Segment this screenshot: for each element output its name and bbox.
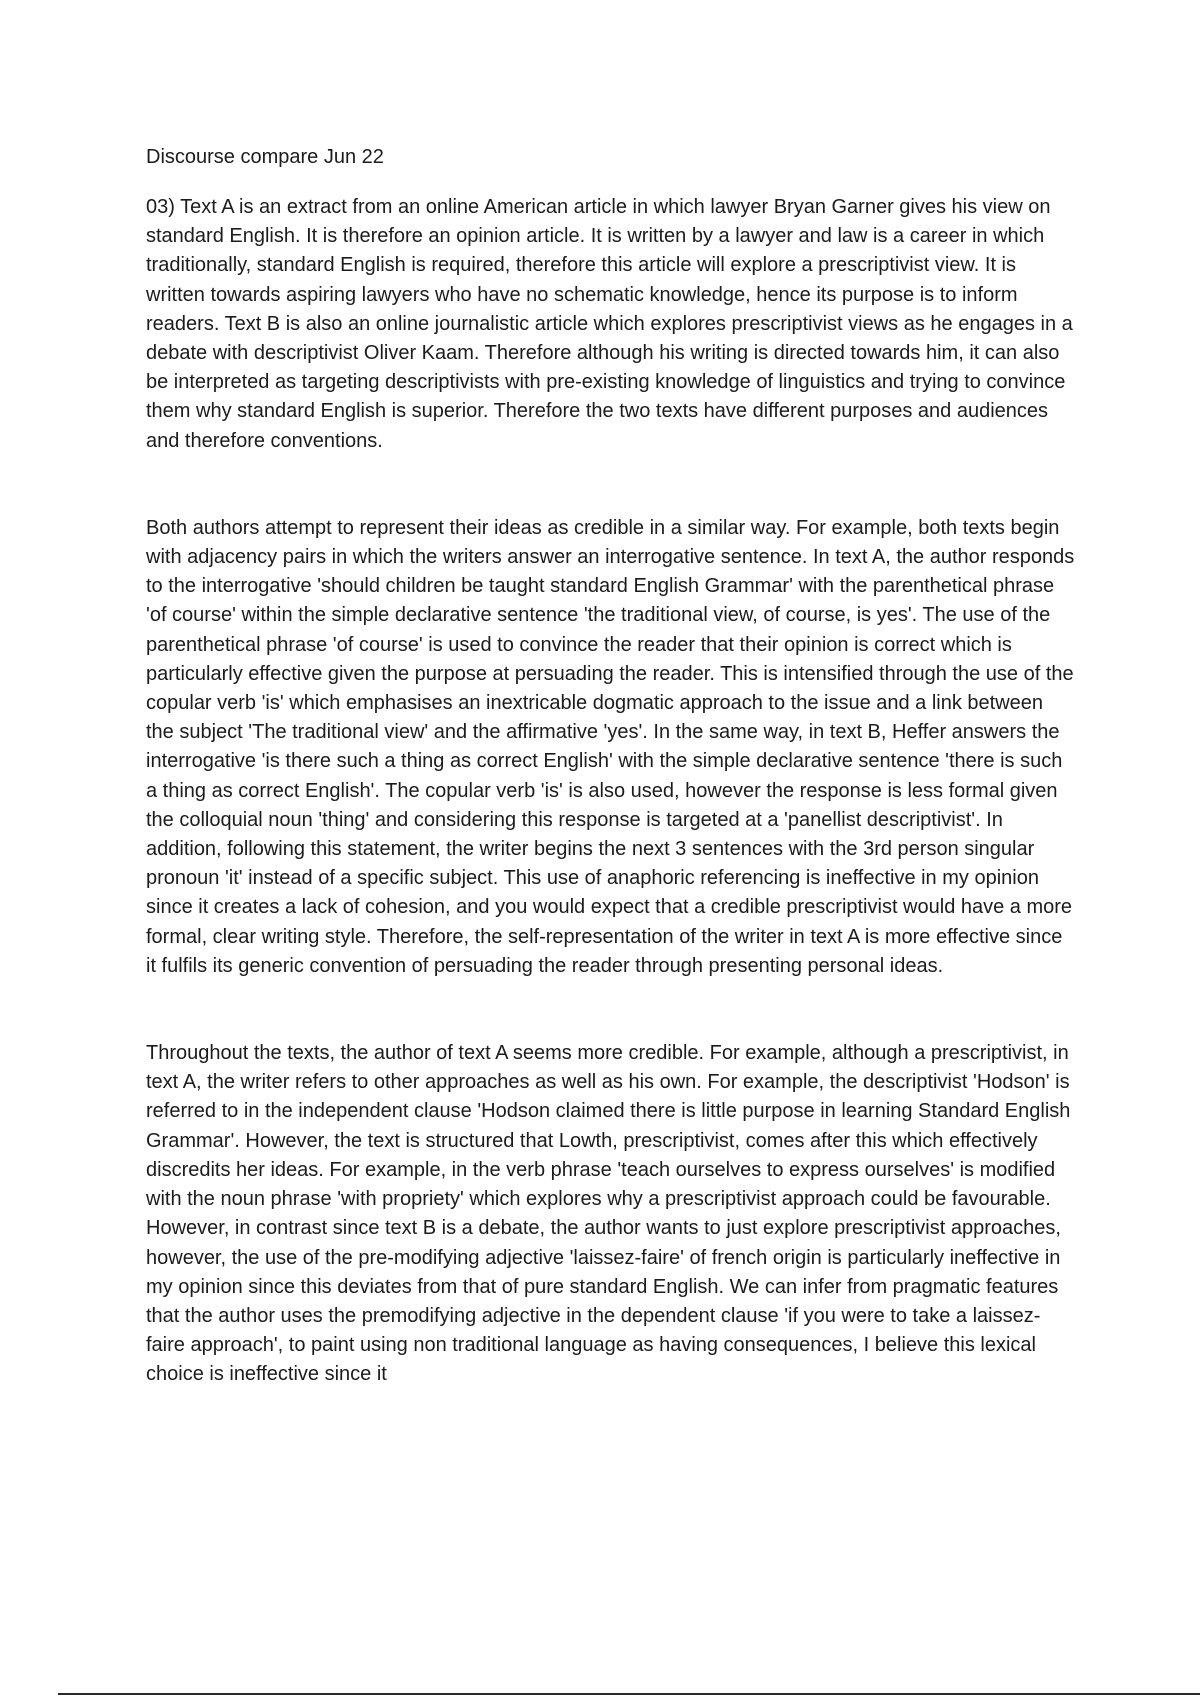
paragraph-text-a-credibility: Throughout the texts, the author of text A seems more credible. For example, although a prescriptivist, in text A, the writer refers to other approaches as well as his own. For example, the descriptivist 'Hodson' is referred to in the independent clause 'Hodson claimed there is little purpose in learning Standard English Grammar'. However, the text is structured that Lowth, prescriptivist, comes after this which effectively discredits her ideas. For example, in the verb phrase 'teach ourselves to express ourselves' is modified with the noun phrase 'with propriety' which explores why a prescriptivist approach could be favourable. However, in contrast since text B is a debate, the author wants to just explore prescriptivist approaches, however, the use of the pre-modifying adjective 'laissez-faire' of french origin is particularly ineffective in my opinion since this deviates from that of pure standard English. We can infer from pragmatic features that the author uses the premodifying adjective in the dependent clause 'if you were to take a laissez-faire approach', to paint using non traditional language as having consequences, I believe this lexical choice is ineffective since it (146, 1042, 1071, 1386)
page-bottom-divider (58, 1693, 1200, 1695)
paragraph-introduction: 03) Text A is an extract from an online American article in which lawyer Bryan Garner gives his view on standard English. It is therefore an opinion article. It is written by a lawyer and law is a career in which traditionally, standard English is required, therefore this article will explore a prescriptivist view. It is written towards aspiring lawyers who have no schematic knowledge, hence its purpose is to inform readers. Text B is also an online journalistic article which explores prescriptivist views as he engages in a debate with descriptivist Oliver Kaam. Therefore although his writing is directed towards him, it can also be interpreted as targeting descriptivists with pre-existing knowledge of linguistics and trying to convince them why standard English is superior. Therefore the two texts have different purposes and audiences and therefore conventions. (146, 196, 1073, 452)
paragraph-credibility-comparison: Both authors attempt to represent their ideas as credible in a similar way. For example, both texts begin with adjacency pairs in which the writers answer an interrogative sentence. In text A, the author responds to the interrogative 'should children be taught standard English Grammar' with the parenthetical phrase 'of course' within the simple declarative sentence 'the traditional view, of course, is yes'. The use of the parenthetical phrase 'of course' is used to convince the reader that their opinion is correct which is particularly effective given the purpose at persuading the reader. This is intensified through the use of the copular verb 'is' which emphasises an inextricable dogmatic approach to the issue and a link between the subject 'The traditional view' and the affirmative 'yes'. In the same way, in text B, Heffer answers the interrogative 'is there such a thing as correct English' with the simple declarative sentence 'there is such a thing as correct English'. The copular verb 'is' is also used, however the response is less formal given the colloquial noun 'thing' and considering this response is targeted at a 'panellist descriptivist'. In addition, following this statement, the writer begins the next 3 sentences with the 3rd person singular pronoun 'it' instead of a specific subject. This use of anaphoric referencing is ineffective in my opinion since it creates a lack of cohesion, and you would expect that a credible prescriptivist would have a more formal, clear writing style. Therefore, the self-representation of the writer in text A is more effective since it fulfils its generic convention of persuading the reader through presenting personal ideas. (146, 516, 1075, 977)
document-page (146, 143, 1076, 1390)
document-title: Discourse compare Jun 22 (146, 146, 384, 168)
